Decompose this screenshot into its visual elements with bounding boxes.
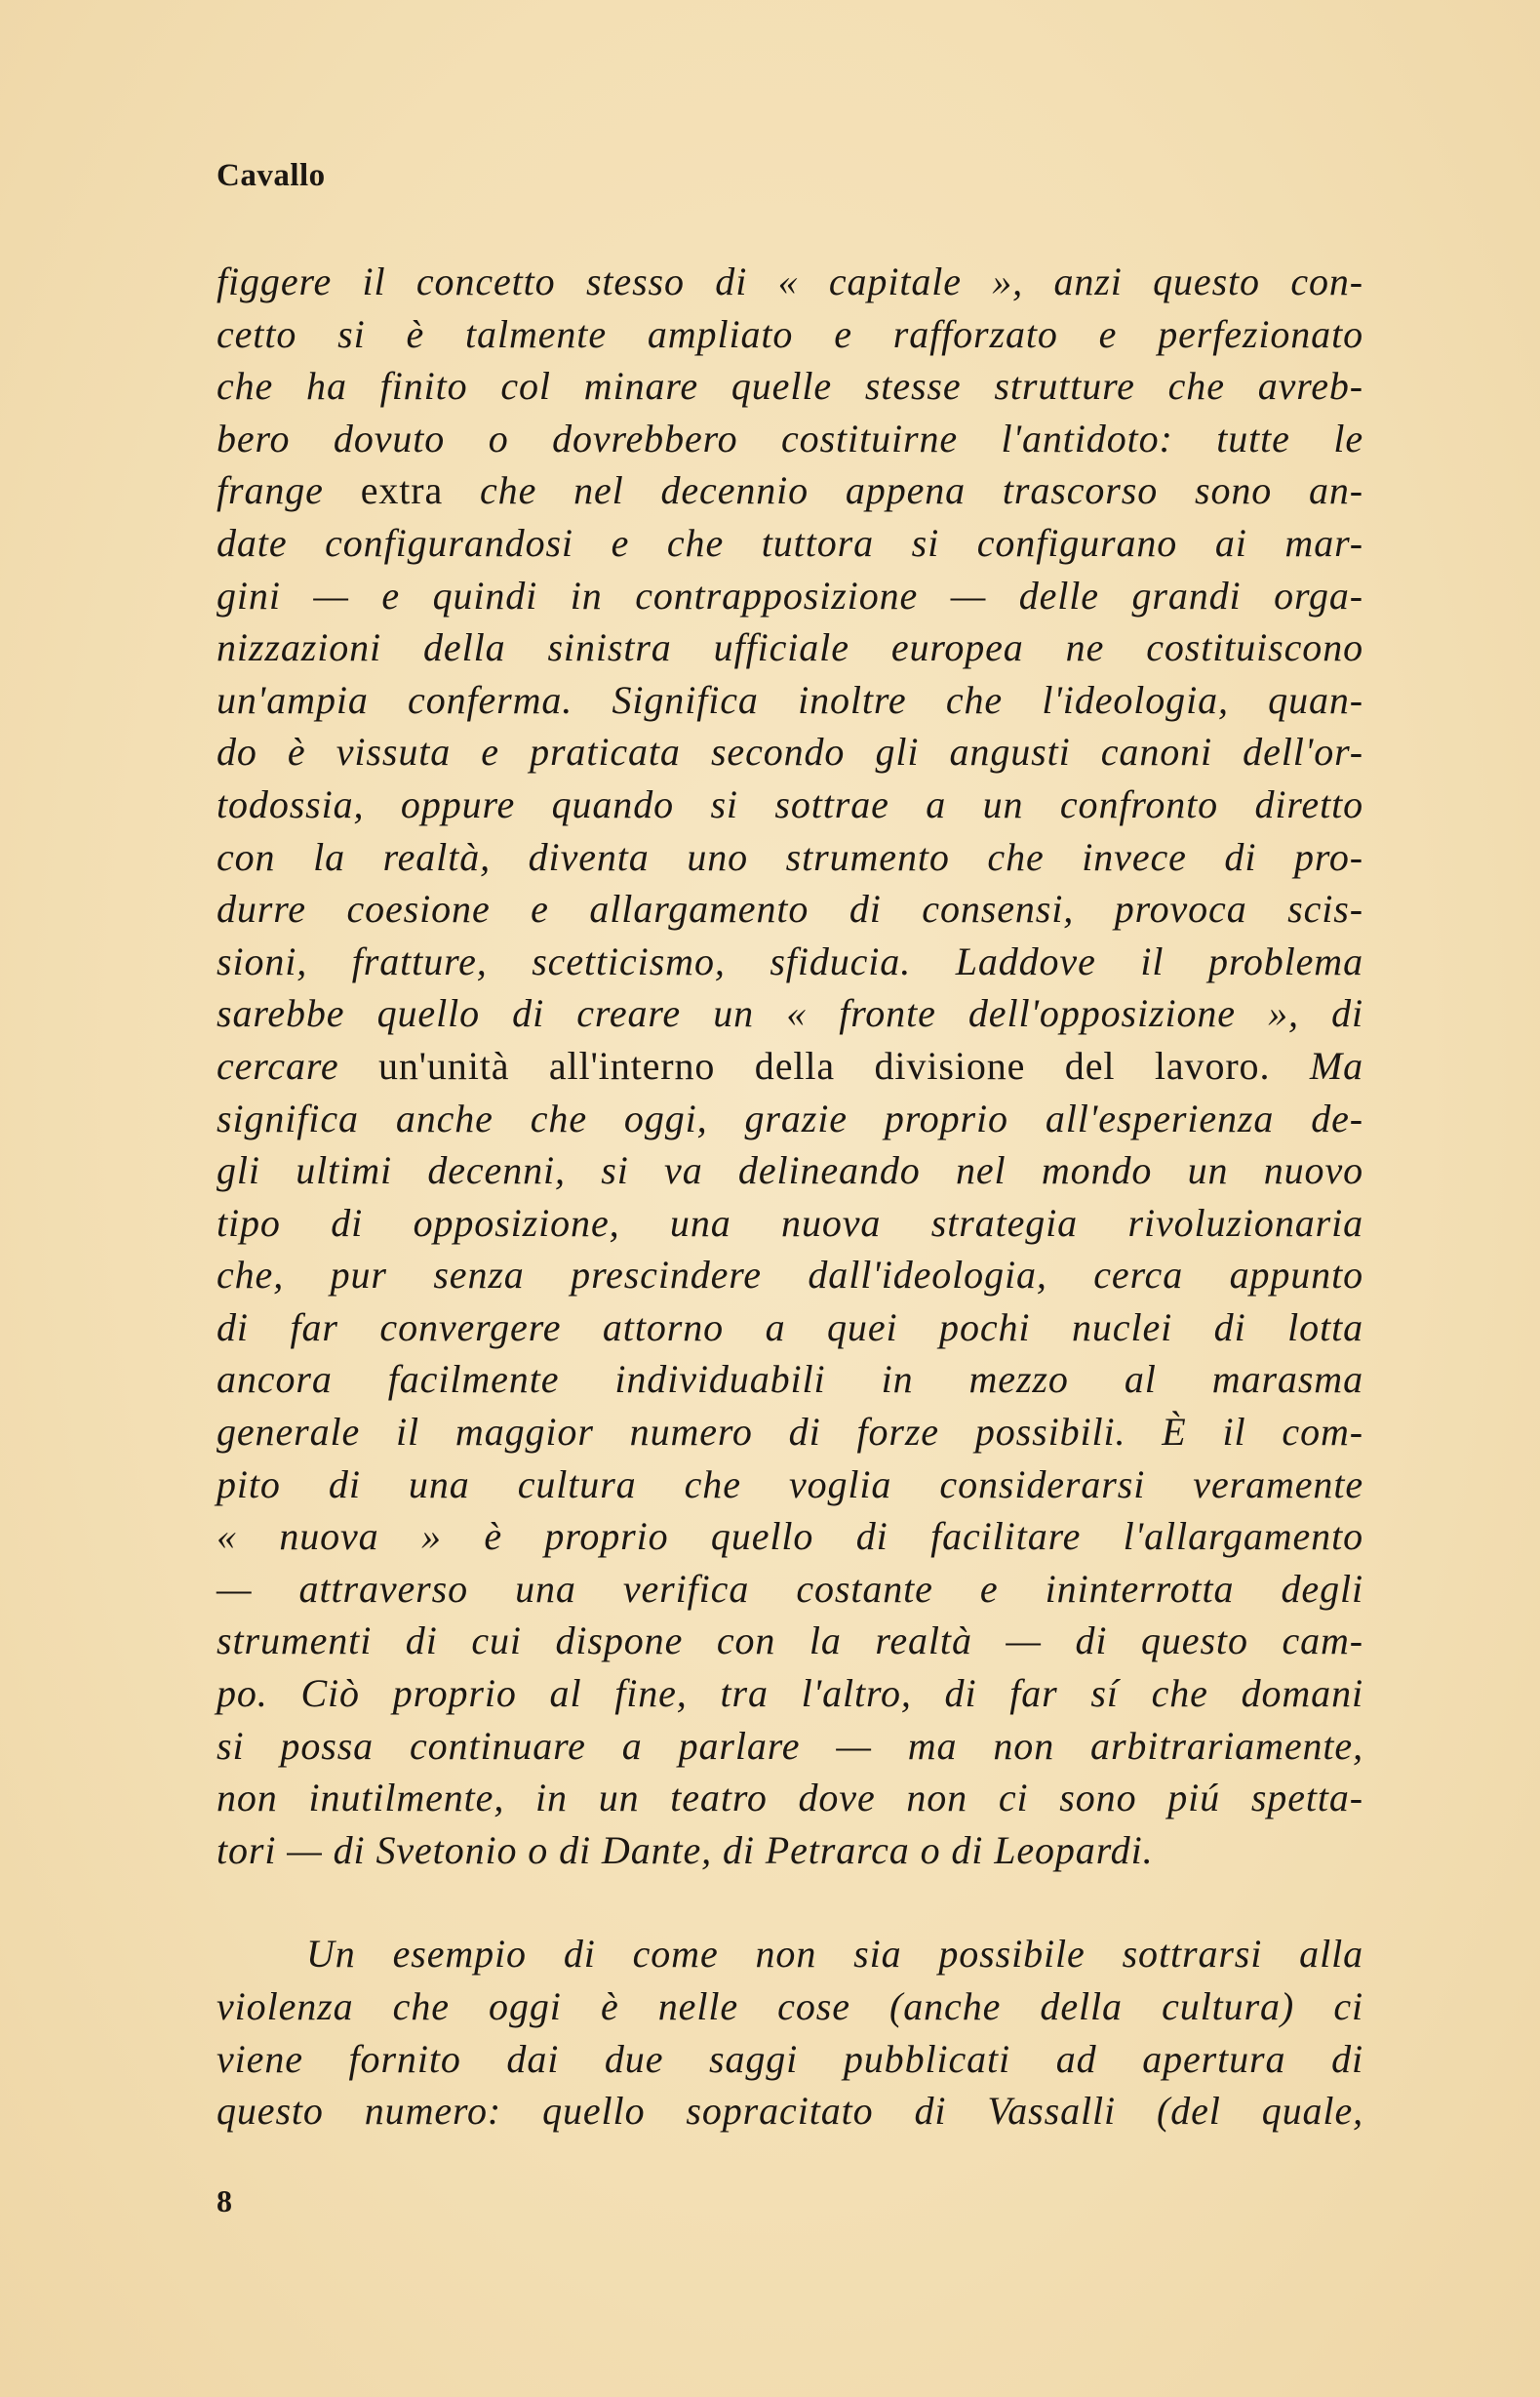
text-line [217, 464, 1363, 517]
page-number: 8 [217, 2183, 232, 2218]
text-segment: Ma [1309, 1043, 1364, 1088]
text-segment-roman: un'unità all'interno della divisione del lavoro. [378, 1043, 1271, 1088]
paragraph-1 [217, 256, 1363, 1876]
text-line: significa anche che oggi, grazie proprio all'esperienza de- [217, 1096, 1363, 1140]
text-line: todossia, oppure quando si sottrae a un confronto diretto [217, 781, 1363, 826]
text-line: — attraverso una verifica costante e ininterrotta degli [217, 1566, 1363, 1611]
text-line: non inutilmente, in un teatro dove non ci sono piú spetta- [217, 1776, 1363, 1820]
text-line: gini — e quindi in contrapposizione — delle grandi orga- [217, 573, 1363, 618]
paragraph-2 [217, 1928, 1363, 2137]
text-line: un'ampia conferma. Significa inoltre che l'ideologia, quan- [217, 677, 1363, 722]
text-line: che, pur senza prescindere dall'ideologia, cerca appunto [217, 1253, 1363, 1298]
text-line: Un esempio di come non sia possibile sottrarsi alla [306, 1932, 1363, 1977]
text-line: questo numero: quello sopracitato di Vassalli (del quale, [217, 2089, 1363, 2134]
running-head: Cavallo [217, 158, 326, 193]
text-line: si possa continuare a parlare — ma non arbitrariamente, [217, 1723, 1363, 1768]
text-line: bero dovuto o dovrebbero costituirne l'antidoto: tutte le [217, 416, 1363, 460]
body-text [217, 256, 1363, 2137]
text-line: strumenti di cui dispone con la realtà — di questo cam- [217, 1618, 1363, 1663]
text-line: durre coesione e allargamento di consensi, provoca scis- [217, 887, 1363, 932]
text-line [217, 1040, 1363, 1093]
text-line: ancora facilmente individuabili in mezzo al marasma [217, 1357, 1363, 1402]
text-line: figgere il concetto stesso di « capitale », anzi questo con- [217, 260, 1363, 303]
text-line: « nuova » è proprio quello di facilitare l'allargamento [217, 1514, 1363, 1559]
paragraph-gap [217, 1876, 1363, 1928]
text-line: con la realtà, diventa uno strumento che invece di pro- [217, 834, 1363, 879]
text-line: di far convergere attorno a quei pochi nuclei di lotta [217, 1304, 1363, 1349]
text-line: generale il maggior numero di forze possibili. È il com- [217, 1410, 1363, 1455]
text-line: pito di una cultura che voglia considerarsi veramente [217, 1461, 1363, 1506]
text-line: po. Ciò proprio al fine, tra l'altro, di far sí che domani [217, 1671, 1363, 1716]
text-line: tipo di opposizione, una nuova strategia rivoluzionaria [217, 1200, 1363, 1245]
text-line: nizzazioni della sinistra ufficiale europea ne costituiscono [217, 625, 1363, 670]
text-line: do è vissuta e praticata secondo gli angusti canoni dell'or- [217, 730, 1363, 775]
text-line: gli ultimi decenni, si va delineando nel mondo un nuovo [217, 1148, 1363, 1193]
text-line: sioni, fratture, scetticismo, sfiducia. Laddove il problema [217, 939, 1363, 983]
text-segment: cercare [217, 1043, 339, 1088]
text-line: violenza che oggi è nelle cose (anche della cultura) ci [217, 1984, 1363, 2028]
text-line: sarebbe quello di creare un « fronte dell'opposizione », di [217, 991, 1363, 1036]
text-segment: che nel decennio appena trascorso sono an- [480, 468, 1364, 513]
text-line: che ha finito col minare quelle stesse strutture che avreb- [217, 364, 1363, 409]
text-segment: frange [217, 468, 324, 513]
text-line: date configurandosi e che tuttora si configurano ai mar- [217, 520, 1363, 565]
text-line: cetto si è talmente ampliato e rafforzato e perfezionato [217, 311, 1363, 356]
text-segment-roman: extra [360, 468, 444, 513]
text-line: viene fornito dai due saggi pubblicati ad apertura di [217, 2036, 1363, 2081]
text-line: tori — di Svetonio o di Dante, di Petrarca o di Leopardi. [217, 1827, 1154, 1872]
